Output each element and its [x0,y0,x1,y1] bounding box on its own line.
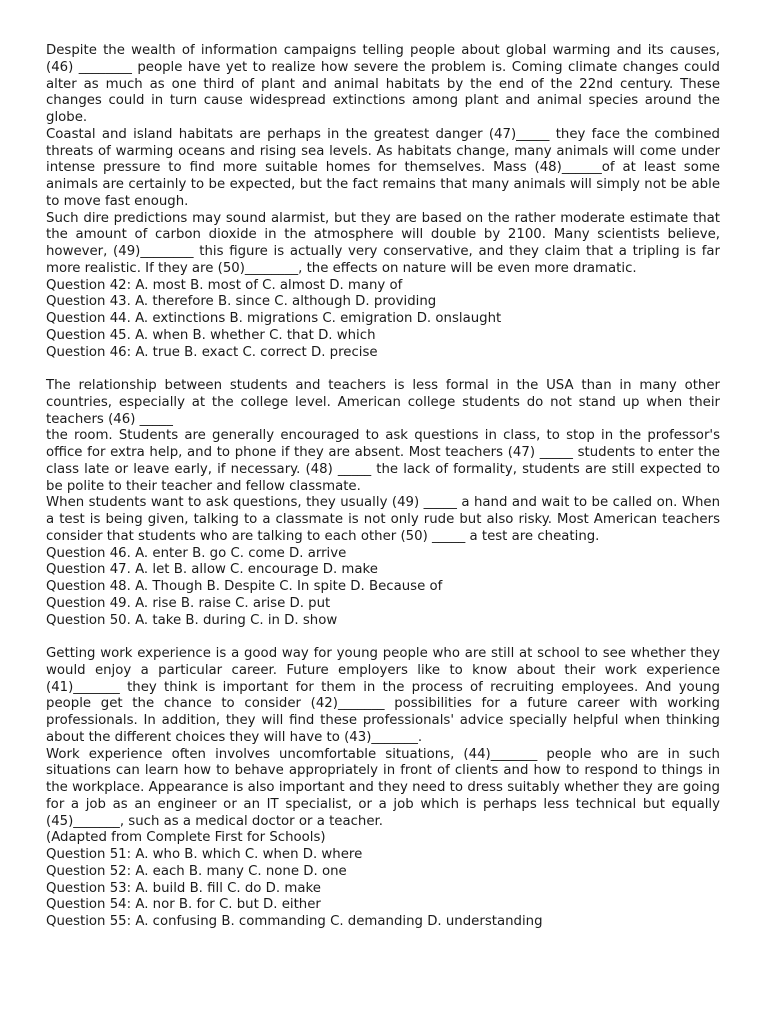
passage-paragraph: Work experience often involves uncomfortable situations, (44)_______ people who are in such situations can learn how to behave appropriately in front of clients and how to respond to things in the workplace. Appearance is also important and they need to dress suitably whether they are going for a job as an engineer or an IT specialist, or a job which is perhaps less technical but equally (45)_______, such as a medical doctor or a teacher. [46,746,720,829]
question-item: Question 46. A. enter B. go C. come D. arrive [46,545,347,561]
passage-paragraph: Despite the wealth of information campaigns telling people about global warming and its causes, (46) ________ people have yet to realize how severe the problem is. Coming climate changes could alter as much as one third of plant and animal habitats by the end of the 22nd century. These changes could in turn cause widespread extinctions among plant and animal species around the globe. [46,43,720,125]
blank-line-spacer [46,629,720,646]
question-item: Question 49. A. rise B. raise C. arise D. put [46,595,331,611]
passage-global-warming [46,43,720,361]
question-item: Question 42: A. most B. most of C. almost D. many of [46,277,403,293]
document-page [46,43,720,931]
passage-paragraph: the room. Students are generally encouraged to ask questions in class, to stop in the professor's office for extra help, and to phone if they are absent. Most teachers (47) _____ students to enter the class late or leave early, if necessary. (48) _____ the lack of formality, students are still expected to be polite to their teacher and fellow classmate. [46,428,720,494]
passage-students-teachers [46,378,720,629]
blank-line-spacer [46,361,720,378]
passage-paragraph: Coastal and island habitats are perhaps in the greatest danger (47)_____ they face the combined threats of warming oceans and rising sea levels. As habitats change, many animals will come under intense pressure to find more suitable homes for themselves. Mass (48)______of at least some animals are certainly to be expected, but the fact remains that many animals will simply not be able to move fast enough. [46,126,720,209]
question-list [46,546,720,630]
question-list [46,847,720,931]
passage-work-experience [46,646,720,931]
passage-paragraph: Getting work experience is a good way for young people who are still at school to see whether they would enjoy a particular career. Future employers like to know about their work experience (41)_______ they think is important for them in the process of recruiting employees. And young people get the chance to consider (42)_______ possibilities for a future career with working professionals. In addition, they will find these professionals' advice specially helpful when thinking about the different choices they will have to (43)_______. [46,646,720,745]
question-item: Question 46: A. true B. exact C. correct D. precise [46,344,378,360]
question-item: Question 43. A. therefore B. since C. although D. providing [46,294,437,310]
question-item: Question 52: A. each B. many C. none D. one [46,863,347,879]
question-item: Question 44. A. extinctions B. migrations C. emigration D. onslaught [46,311,502,326]
question-item: Question 53: A. build B. fill C. do D. make [46,880,321,896]
question-item: Question 51: A. who B. which C. when D. where [46,847,363,862]
passage-paragraph: Such dire predictions may sound alarmist, but they are based on the rather moderate estimate that the amount of carbon dioxide in the atmosphere will double by 2100. Many scientists believe, however, (49)________ this figure is actually very conservative, and they claim that a tripling is far more realistic. If they are (50)________, the effects on nature will be even more dramatic. [46,210,720,276]
question-item: Question 55: A. confusing B. commanding C. demanding D. understanding [46,914,543,929]
source-citation: (Adapted from Complete First for Schools) [46,830,326,846]
question-item: Question 47. A. let B. allow C. encourage D. make [46,562,378,578]
question-item: Question 50. A. take B. during C. in D. show [46,612,338,628]
passage-paragraph: The relationship between students and teachers is less formal in the USA than in many other countries, especially at the college level. American college students do not stand up when their teachers (46) _____ [46,378,720,427]
question-list [46,278,720,362]
passage-paragraph: When students want to ask questions, they usually (49) _____ a hand and wait to be called on. When a test is being given, talking to a classmate is not only rude but also risky. Most American teachers consider that students who are talking to each other (50) _____ a test are cheating. [46,495,720,544]
question-item: Question 54: A. nor B. for C. but D. either [46,897,321,913]
question-item: Question 48. A. Though B. Despite C. In spite D. Because of [46,579,443,594]
question-item: Question 45. A. when B. whether C. that D. which [46,327,376,343]
